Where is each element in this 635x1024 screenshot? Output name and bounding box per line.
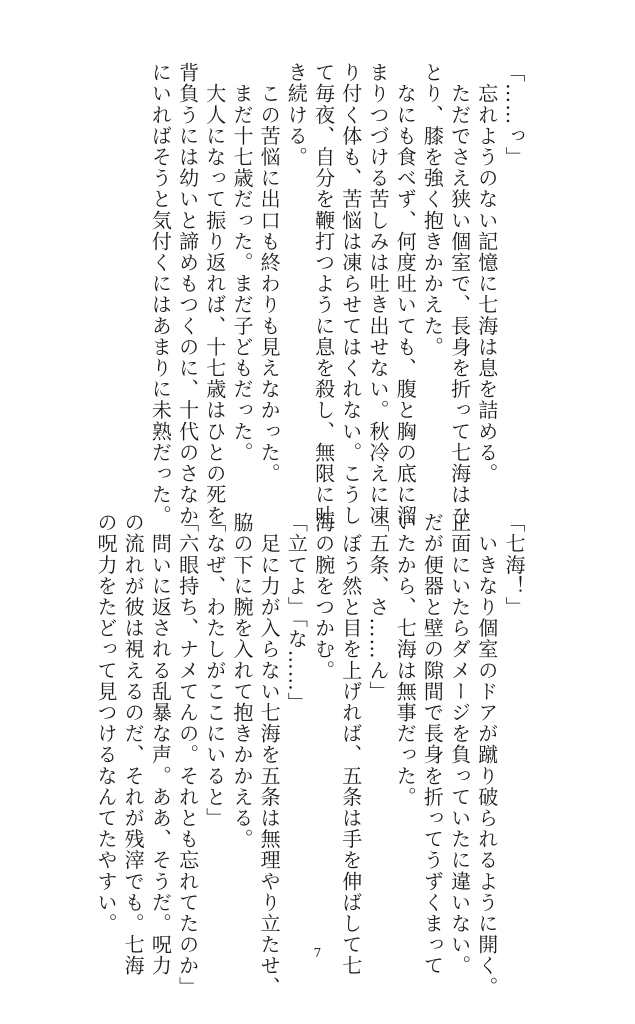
text-line: 「……っ」 (502, 62, 526, 168)
text-line: まりつづける苦しみは吐き出せない。秋冷えに凍 (365, 62, 390, 527)
text-line: とり、膝を強く抱きかかえた。 (420, 62, 445, 358)
text-line: て毎夜、自分を鞭打つように息を殺し、無限に吐 (311, 62, 336, 527)
text-line: 大人になって振り返れば、十七歳はひとの死を (202, 62, 227, 527)
text-block-top (107, 62, 527, 527)
text-line: 足に力が入らない七海を五条は無理やり立たせ、 (257, 512, 282, 998)
text-line: り付く体も、苦悩は凍らせてはくれない。こうし (338, 62, 363, 527)
text-line: 脇の下に腕を入れて抱きかかえる。 (229, 512, 254, 850)
text-line: の流れが彼は視えるのだ、それが残滓でも。七海 (121, 512, 146, 977)
text-line: 忘れようのない記憶に七海は息を詰める。 (474, 62, 499, 484)
text-block-bottom (93, 512, 527, 998)
text-line: 背負うには幼いと諦めもつくのに、十代のさなか (175, 62, 200, 527)
text-line: だが便器と壁の隙間で長身を折ってうずくまって (420, 512, 445, 977)
text-line: 「五条、さ……ん」 (365, 512, 390, 702)
text-line: なにも食べず、何度吐いても、腹と胸の底に溜 (393, 62, 418, 527)
text-line: いきなり個室のドアが蹴り破られるように開く。 (474, 512, 499, 998)
text-line: まだ十七歳だった。まだ子どもだった。 (229, 62, 254, 463)
text-line: 問いに返される乱暴な声。ああ、そうだ。呪力 (148, 512, 173, 977)
text-line: この苦悩に出口も終わりも見えなかった。 (257, 62, 282, 484)
page-number: 7 (313, 946, 322, 960)
text-line: いたから、七海は無事だった。 (393, 512, 418, 808)
text-line: 「なぜ、わたしがここにいると」 (202, 512, 227, 829)
text-line: き続ける。 (284, 62, 309, 168)
text-line: 海の腕をつかむ。 (311, 512, 336, 681)
text-line: ぼう然と目を上げれば、五条は手を伸ばして七 (338, 512, 363, 977)
text-line: 「六眼持ち、ナメてんの。それとも忘れてたのか」 (175, 512, 200, 998)
text-line: にいればそうと気付くにはあまりに未熟だった。 (148, 62, 173, 527)
text-line: 「七海！」 (502, 512, 526, 618)
text-line: ただでさえ狭い個室で、長身を折って七海はひ (447, 62, 472, 527)
text-line: の呪力をたどって見つけるなんてたやすい。 (93, 512, 118, 934)
text-line: 「立てよ」「な……」 (284, 512, 309, 713)
text-line: 正面にいたらダメージを負っていたに違いない。 (447, 512, 472, 977)
